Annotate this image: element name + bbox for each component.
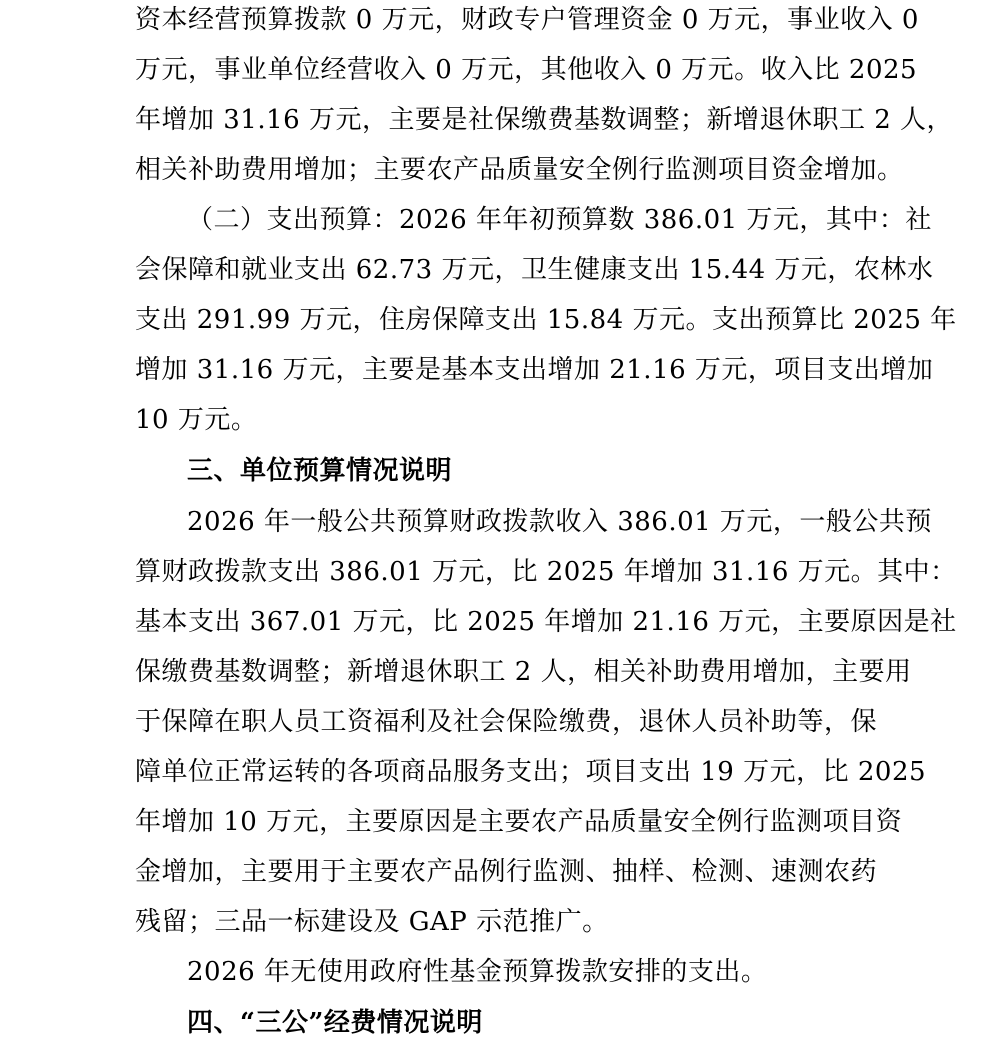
paragraph-line: （二）支出预算：2026 年年初预算数 386.01 万元，其中：社: [187, 205, 932, 235]
paragraph-line: 金增加，主要用于主要农产品例行监测、抽样、检测、速测农药: [135, 857, 878, 887]
paragraph-line: 算财政拨款支出 386.01 万元，比 2025 年增加 31.16 万元。其中：: [135, 557, 957, 587]
paragraph-line: 增加 31.16 万元，主要是基本支出增加 21.16 万元，项目支出增加: [135, 355, 934, 385]
paragraph-line: 基本支出 367.01 万元，比 2025 年增加 21.16 万元，主要原因是社: [135, 607, 957, 637]
paragraph-line: 残留；三品一标建设及 GAP 示范推广。: [135, 907, 609, 937]
section-heading: 三、单位预算情况说明: [187, 456, 453, 486]
paragraph-line: 障单位正常运转的各项商品服务支出；项目支出 19 万元，比 2025: [135, 757, 927, 787]
paragraph-line: 2026 年一般公共预算财政拨款收入 386.01 万元，一般公共预: [187, 507, 932, 537]
paragraph-line: 相关补助费用增加；主要农产品质量安全例行监测项目资金增加。: [135, 155, 904, 185]
paragraph-line: 10 万元。: [135, 405, 258, 435]
paragraph-line: 2026 年无使用政府性基金预算拨款安排的支出。: [187, 957, 768, 987]
paragraph-line: 年增加 31.16 万元，主要是社保缴费基数调整；新增退休职工 2 人，: [135, 105, 954, 135]
paragraph-line: 年增加 10 万元，主要原因是主要农产品质量安全例行监测项目资: [135, 807, 903, 837]
paragraph-line: 资本经营预算拨款 0 万元，财政专户管理资金 0 万元，事业收入 0: [135, 5, 919, 35]
section-heading: 四、“三公”经费情况说明: [187, 1008, 483, 1038]
paragraph-line: 会保障和就业支出 62.73 万元，卫生健康支出 15.44 万元，农林水: [135, 255, 934, 285]
paragraph-line: 支出 291.99 万元，住房保障支出 15.84 万元。支出预算比 2025 年: [135, 305, 957, 335]
paragraph-line: 万元，事业单位经营收入 0 万元，其他收入 0 万元。收入比 2025: [135, 55, 918, 85]
paragraph-line: 于保障在职人员工资福利及社会保险缴费，退休人员补助等，保: [135, 707, 878, 737]
paragraph-line: 保缴费基数调整；新增退休职工 2 人，相关补助费用增加，主要用: [135, 657, 912, 687]
